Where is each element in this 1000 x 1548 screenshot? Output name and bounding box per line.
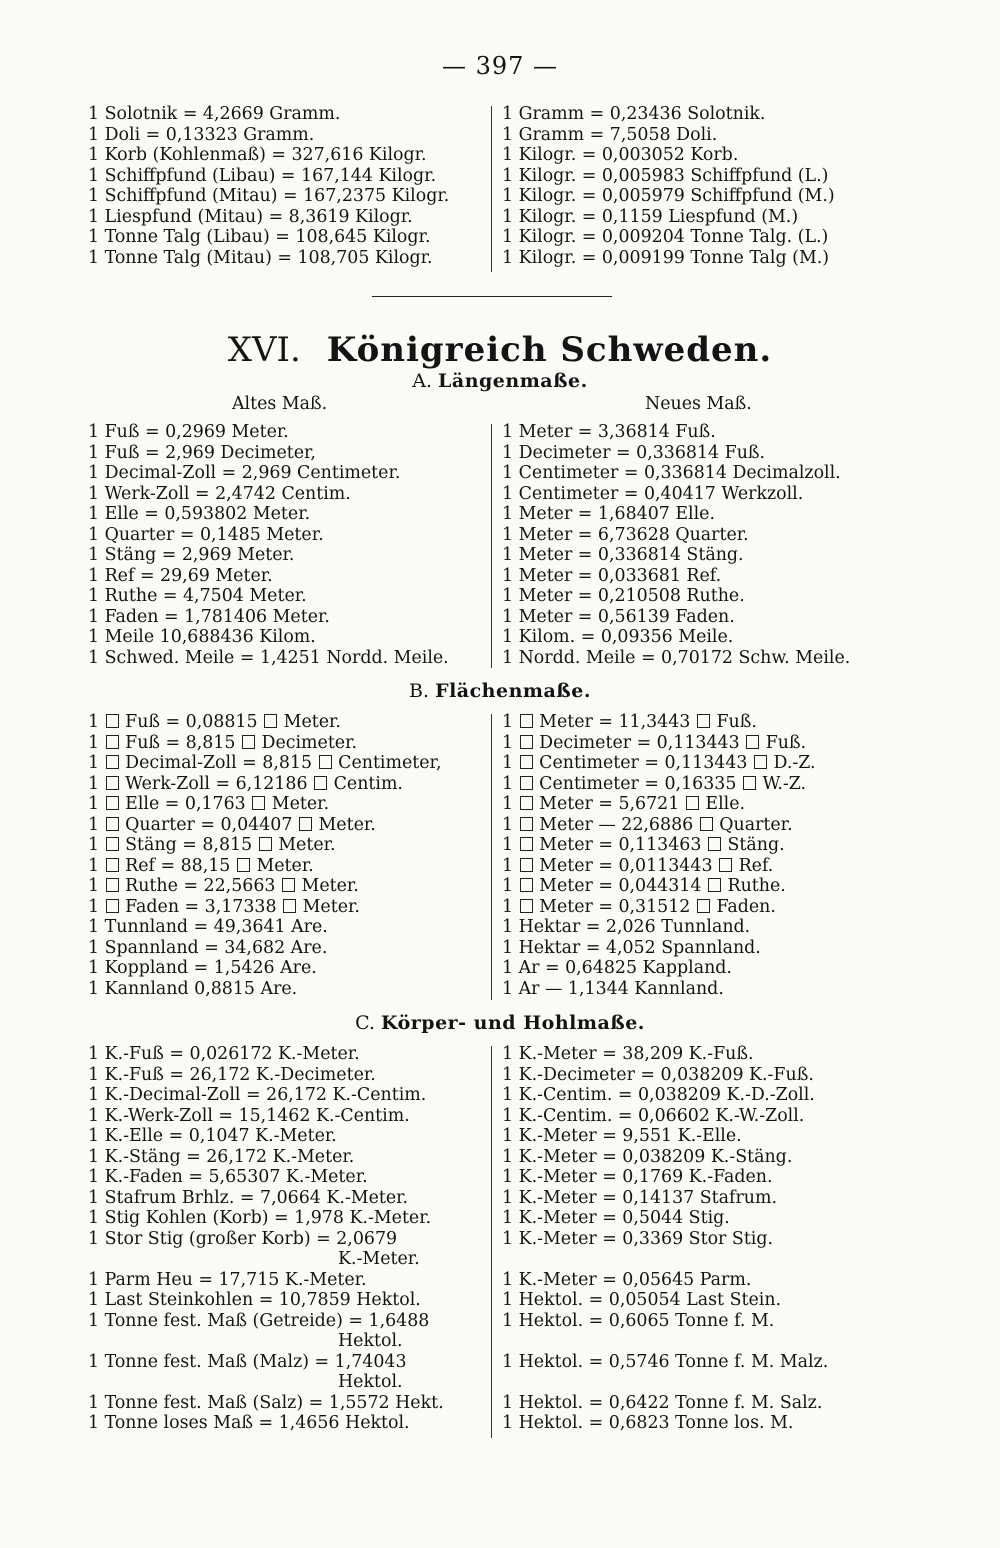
new-measure-heading: Neues Maß. xyxy=(645,394,752,414)
square-symbol-icon xyxy=(754,755,767,769)
entry-text: 1 xyxy=(88,835,100,855)
conversion-entry: 1 Gramm = 0,23436 Solotnik. xyxy=(502,104,766,124)
entry-text: 1 Kannland 0,8815 Are. xyxy=(88,978,298,999)
entry-text: Fuß. xyxy=(716,712,757,732)
entry-text: 1 xyxy=(88,794,100,814)
square-symbol-icon xyxy=(242,735,255,749)
entry-text: Decimal-Zoll = 8,815 xyxy=(125,753,313,773)
conversion-entry xyxy=(502,1331,878,1352)
conversion-entry: 1 Kilogr. = 0,1159 Liespfund (M.) xyxy=(502,206,799,227)
square-symbol-icon xyxy=(697,714,710,728)
conversion-entry xyxy=(502,1372,878,1393)
conversion-entry xyxy=(502,1249,878,1270)
conversion-entry: 1 Solotnik = 4,2669 Gramm. xyxy=(88,104,341,124)
square-symbol-icon xyxy=(708,837,721,851)
entry-text: 1 Hektar = 4,052 Spannland. xyxy=(502,937,761,958)
conversion-entry: 1 Nordd. Meile = 0,70172 Schw. Meile. xyxy=(502,647,851,668)
conversion-entry: 1 Hektol. = 0,05054 Last Stein. xyxy=(502,1290,782,1310)
conversion-entry: 1 Meter = 0,336814 Stäng. xyxy=(502,545,744,565)
conversion-entry: 1 Decimal-Zoll = 2,969 Centimeter. xyxy=(88,463,401,483)
entry-text: Elle = 0,1763 xyxy=(125,794,246,814)
entry-text: 1 Koppland = 1,5426 Are. xyxy=(88,958,317,978)
conversion-entry xyxy=(88,979,484,1000)
conversion-entry: 1 K.-Werk-Zoll = 15,1462 K.-Centim. xyxy=(88,1105,410,1126)
section-b-heading xyxy=(0,680,1000,702)
section-a-left-column xyxy=(88,422,484,668)
section-a-block xyxy=(88,422,878,670)
conversion-entry: 1 K.-Meter = 0,5044 Stig. xyxy=(502,1208,730,1228)
conversion-entry: 1 Tonne Talg (Mitau) = 108,705 Kilogr. xyxy=(88,247,433,268)
entry-text: Stäng = 8,815 xyxy=(125,835,253,855)
entry-text: 1 xyxy=(88,814,100,835)
conversion-entry xyxy=(502,979,878,1000)
entry-text: Ruthe = 22,5663 xyxy=(125,876,276,896)
entry-text: Centimeter = 0,113443 xyxy=(539,753,748,773)
conversion-entry: 1 K.-Meter = 0,3369 Stor Stig. xyxy=(502,1228,774,1249)
square-symbol-icon xyxy=(520,776,533,790)
conversion-entry: 1 K.-Centim. = 0,038209 K.-D.-Zoll. xyxy=(502,1085,815,1105)
entry-text: Centim. xyxy=(333,773,403,794)
conversion-entry xyxy=(502,958,878,979)
square-symbol-icon xyxy=(282,878,295,892)
section-c-right-column xyxy=(502,1044,878,1434)
entry-text: 1 Tunnland = 49,3641 Are. xyxy=(88,917,328,937)
entry-text: 1 xyxy=(502,876,514,896)
conversion-entry: 1 Liespfund (Mitau) = 8,3619 Kilogr. xyxy=(88,206,413,227)
entry-text: 1 Spannland = 34,682 Are. xyxy=(88,937,328,958)
conversion-entry xyxy=(88,733,484,754)
square-symbol-icon xyxy=(299,817,312,831)
square-symbol-icon xyxy=(283,899,296,913)
conversion-entry xyxy=(88,856,484,877)
square-symbol-icon xyxy=(520,878,533,892)
entry-text: Meter = 0,113463 xyxy=(539,835,702,855)
entry-text: Ruthe. xyxy=(727,876,786,896)
conversion-entry xyxy=(502,856,878,877)
section-b-block xyxy=(88,712,878,1002)
conversion-entry: 1 Werk-Zoll = 2,4742 Centim. xyxy=(88,483,351,504)
square-symbol-icon xyxy=(697,899,710,913)
square-symbol-icon xyxy=(106,735,119,749)
entry-text: 1 xyxy=(88,876,100,896)
square-symbol-icon xyxy=(319,755,332,769)
square-symbol-icon xyxy=(106,858,119,872)
conversion-entry: 1 Last Steinkohlen = 10,7859 Hektol. xyxy=(88,1290,421,1310)
square-symbol-icon xyxy=(700,817,713,831)
section-c-block xyxy=(88,1044,878,1440)
conversion-entry: 1 Doli = 0,13323 Gramm. xyxy=(88,124,315,145)
entry-text: Ref. xyxy=(738,855,774,876)
conversion-entry: Hektol. xyxy=(338,1331,403,1351)
square-symbol-icon xyxy=(106,837,119,851)
square-symbol-icon xyxy=(106,776,119,790)
conversion-entry xyxy=(502,917,878,938)
chapter-number: XVI. xyxy=(227,330,301,370)
entry-text: Centimeter, xyxy=(338,753,442,773)
conversion-entry: 1 K.-Meter = 38,209 K.-Fuß. xyxy=(502,1044,754,1064)
conversion-entry xyxy=(502,712,878,733)
conversion-entry: 1 K.-Meter = 0,1769 K.-Faden. xyxy=(502,1167,773,1187)
column-divider xyxy=(491,106,492,272)
conversion-entry: 1 K.-Meter = 0,038209 K.-Stäng. xyxy=(502,1146,793,1167)
conversion-entry: 1 Schiffpfund (Libau) = 167,144 Kilogr. xyxy=(88,165,437,186)
entry-text: 1 xyxy=(88,855,100,876)
entry-text: Meter = 5,6721 xyxy=(539,794,680,814)
conversion-entry: 1 Meter = 0,56139 Faden. xyxy=(502,606,735,627)
conversion-entry: 1 K.-Meter = 0,14137 Stafrum. xyxy=(502,1187,777,1208)
conversion-entry: 1 K.-Fuß = 26,172 K.-Decimeter. xyxy=(88,1064,376,1085)
entry-text: Meter = 0,044314 xyxy=(539,876,702,896)
conversion-entry: 1 Stor Stig (großer Korb) = 2,0679 xyxy=(88,1228,398,1249)
conversion-entry: 1 Elle = 0,593802 Meter. xyxy=(88,504,311,524)
entry-text: D.-Z. xyxy=(773,753,816,773)
entry-text: 1 xyxy=(502,753,514,773)
square-symbol-icon xyxy=(264,714,277,728)
square-symbol-icon xyxy=(106,817,119,831)
square-symbol-icon xyxy=(520,714,533,728)
conversion-entry: 1 Centimeter = 0,336814 Decimalzoll. xyxy=(502,463,841,483)
section-a-right-column xyxy=(502,422,878,668)
conversion-entry: 1 Kilogr. = 0,009204 Tonne Talg. (L.) xyxy=(502,227,829,247)
entry-text: Quarter = 0,04407 xyxy=(125,814,293,835)
entry-text: Centimeter = 0,16335 xyxy=(539,773,737,794)
conversion-entry: 1 Decimeter = 0,336814 Fuß. xyxy=(502,442,766,463)
conversion-entry: 1 Kilogr. = 0,009199 Tonne Talg (M.) xyxy=(502,247,830,268)
conversion-entry: 1 Hektol. = 0,6422 Tonne f. M. Salz. xyxy=(502,1392,823,1413)
entry-text: 1 xyxy=(502,835,514,855)
conversion-entry: 1 K.-Elle = 0,1047 K.-Meter. xyxy=(88,1126,337,1146)
square-symbol-icon xyxy=(686,796,699,810)
square-symbol-icon xyxy=(106,755,119,769)
section-rule xyxy=(372,296,612,297)
page-number: — 397 — xyxy=(441,52,559,80)
entry-text: 1 xyxy=(502,732,514,753)
conversion-entry xyxy=(502,774,878,795)
conversion-entry: 1 Centimeter = 0,40417 Werkzoll. xyxy=(502,483,804,504)
entry-text: 1 xyxy=(502,794,514,814)
entry-text: Meter. xyxy=(278,835,336,855)
conversion-entry: 1 Kilogr. = 0,005979 Schiffpfund (M.) xyxy=(502,186,835,206)
conversion-entry xyxy=(502,753,878,774)
square-symbol-icon xyxy=(106,714,119,728)
entry-text: Fuß = 0,08815 xyxy=(125,712,258,732)
column-divider xyxy=(491,1046,492,1438)
conversion-entry: 1 Korb (Kohlenmaß) = 327,616 Kilogr. xyxy=(88,145,427,165)
entry-text: 1 xyxy=(88,732,100,753)
conversion-entry xyxy=(88,958,484,979)
section-c-letter: C. xyxy=(355,1012,375,1034)
entry-text: 1 xyxy=(88,712,100,732)
conversion-entry: 1 Tonne fest. Maß (Malz) = 1,74043 xyxy=(88,1351,407,1372)
entry-text: 1 xyxy=(502,855,514,876)
old-measure-heading: Altes Maß. xyxy=(232,394,328,414)
square-symbol-icon xyxy=(106,899,119,913)
conversion-entry xyxy=(502,794,878,815)
conversion-entry: 1 Quarter = 0,1485 Meter. xyxy=(88,524,324,545)
column-divider xyxy=(491,424,492,668)
square-symbol-icon xyxy=(252,796,265,810)
entry-text: Meter. xyxy=(318,814,376,835)
square-symbol-icon xyxy=(520,796,533,810)
entry-text: Meter = 0,0113443 xyxy=(539,855,713,876)
conversion-entry xyxy=(88,897,484,918)
square-symbol-icon xyxy=(106,796,119,810)
entry-text: Ref = 88,15 xyxy=(125,855,231,876)
chapter-heading xyxy=(0,330,1000,370)
entry-text: Fuß = 8,815 xyxy=(125,732,236,753)
square-symbol-icon xyxy=(719,858,732,872)
square-symbol-icon xyxy=(520,837,533,851)
entry-text: 1 Ar = 0,64825 Kappland. xyxy=(502,958,732,978)
section-b-letter: B. xyxy=(409,680,430,702)
conversion-entry xyxy=(502,815,878,836)
entry-text: 1 xyxy=(502,773,514,794)
entry-text: 1 Hektar = 2,026 Tunnland. xyxy=(502,917,751,937)
entry-text: W.-Z. xyxy=(762,773,807,794)
column-divider xyxy=(491,714,492,1000)
conversion-entry: Hektol. xyxy=(338,1372,403,1392)
conversion-entry: 1 Kilogr. = 0,005983 Schiffpfund (L.) xyxy=(502,165,829,186)
entry-text: 1 xyxy=(88,896,100,917)
section-a-letter: A. xyxy=(412,370,432,392)
square-symbol-icon xyxy=(237,858,250,872)
entry-text: Meter. xyxy=(283,712,341,732)
conversion-entry: 1 Meter = 6,73628 Quarter. xyxy=(502,524,749,545)
entry-text: Fuß. xyxy=(765,732,807,753)
conversion-entry xyxy=(502,876,878,897)
section-c-heading xyxy=(0,1012,1000,1034)
entry-text: 1 xyxy=(502,712,514,732)
chapter-title: Königreich Schweden. xyxy=(326,330,773,370)
entry-text: Meter = 0,31512 xyxy=(539,896,691,917)
conversion-entry: K.-Meter. xyxy=(338,1249,420,1269)
conversion-entry: 1 K.-Faden = 5,65307 K.-Meter. xyxy=(88,1167,368,1187)
conversion-entry: 1 K.-Stäng = 26,172 K.-Meter. xyxy=(88,1146,355,1167)
conversion-entry: 1 Ref = 29,69 Meter. xyxy=(88,565,273,586)
entry-text: Elle. xyxy=(705,794,746,814)
entry-text: Meter = 11,3443 xyxy=(539,712,691,732)
square-symbol-icon xyxy=(520,735,533,749)
conversion-entry: 1 Fuß = 2,969 Decimeter, xyxy=(88,442,316,463)
conversion-entry: 1 Kilogr. = 0,003052 Korb. xyxy=(502,145,739,165)
conversion-entry: 1 Stafrum Brhlz. = 7,0664 K.-Meter. xyxy=(88,1187,409,1208)
square-symbol-icon xyxy=(259,837,272,851)
conversion-entry: 1 Tonne fest. Maß (Salz) = 1,5572 Hekt. xyxy=(88,1392,444,1413)
entry-text: Meter. xyxy=(256,855,314,876)
conversion-entry: 1 Hektol. = 0,6065 Tonne f. M. xyxy=(502,1310,775,1331)
conversion-entry: 1 K.-Centim. = 0,06602 K.-W.-Zoll. xyxy=(502,1105,805,1126)
entry-text: 1 Ar — 1,1344 Kannland. xyxy=(502,978,724,999)
conversion-entry: 1 Faden = 1,781406 Meter. xyxy=(88,606,330,627)
square-symbol-icon xyxy=(520,858,533,872)
section-c-title: Körper- und Hohlmaße. xyxy=(381,1012,645,1034)
conversion-entry xyxy=(88,794,484,815)
square-symbol-icon xyxy=(743,776,756,790)
conversion-entry: 1 K.-Decimal-Zoll = 26,172 K.-Centim. xyxy=(88,1085,427,1105)
section-c-left-column xyxy=(88,1044,484,1434)
conversion-entry xyxy=(88,938,484,959)
conversion-entry xyxy=(88,753,484,774)
section-b-left-column xyxy=(88,712,484,999)
conversion-entry: 1 Stig Kohlen (Korb) = 1,978 K.-Meter. xyxy=(88,1208,432,1228)
square-symbol-icon xyxy=(520,817,533,831)
conversion-entry: 1 Kilom. = 0,09356 Meile. xyxy=(502,627,734,647)
conversion-entry: 1 Meter = 3,36814 Fuß. xyxy=(502,422,716,442)
entry-text: 1 xyxy=(88,753,100,773)
entry-text: Faden. xyxy=(716,896,776,917)
square-symbol-icon xyxy=(314,776,327,790)
entry-text: 1 xyxy=(88,773,100,794)
top-left-column xyxy=(88,104,484,268)
conversion-entry xyxy=(502,835,878,856)
conversion-entry xyxy=(502,897,878,918)
conversion-entry: 1 Meter = 1,68407 Elle. xyxy=(502,504,715,524)
conversion-entry: 1 K.-Meter = 0,05645 Parm. xyxy=(502,1269,752,1290)
conversion-entry xyxy=(88,815,484,836)
square-symbol-icon xyxy=(106,878,119,892)
conversion-entry: 1 Meile 10,688436 Kilom. xyxy=(88,627,316,647)
entry-text: Meter. xyxy=(301,876,359,896)
section-a-heading xyxy=(0,370,1000,392)
conversion-entry: 1 Schwed. Meile = 1,4251 Nordd. Meile. xyxy=(88,647,449,668)
section-b-right-column xyxy=(502,712,878,999)
entry-text: Meter — 22,6886 xyxy=(539,814,694,835)
square-symbol-icon xyxy=(520,899,533,913)
conversion-entry xyxy=(88,774,484,795)
conversion-entry xyxy=(88,712,484,733)
conversion-entry: 1 Stäng = 2,969 Meter. xyxy=(88,545,295,565)
conversion-entry: 1 Ruthe = 4,7504 Meter. xyxy=(88,586,307,606)
conversion-entry: 1 Tonne loses Maß = 1,4656 Hektol. xyxy=(88,1413,410,1433)
entry-text: 1 xyxy=(502,896,514,917)
entry-text: Stäng. xyxy=(727,835,785,855)
entry-text: Meter. xyxy=(271,794,330,814)
entry-text: Meter. xyxy=(302,896,360,917)
square-symbol-icon xyxy=(708,878,721,892)
conversion-entry xyxy=(502,938,878,959)
square-symbol-icon xyxy=(746,735,759,749)
conversion-entry: 1 Gramm = 7,5058 Doli. xyxy=(502,124,718,145)
entry-text: Quarter. xyxy=(719,814,793,835)
conversion-entry: 1 K.-Fuß = 0,026172 K.-Meter. xyxy=(88,1044,360,1064)
conversion-entry: 1 Parm Heu = 17,715 K.-Meter. xyxy=(88,1269,367,1290)
conversion-entry: 1 Hektol. = 0,5746 Tonne f. M. Malz. xyxy=(502,1351,829,1372)
conversion-entry: 1 K.-Meter = 9,551 K.-Elle. xyxy=(502,1126,742,1146)
conversion-entry: 1 K.-Decimeter = 0,038209 K.-Fuß. xyxy=(502,1064,814,1085)
conversion-entry: 1 Tonne fest. Maß (Getreide) = 1,6488 xyxy=(88,1310,430,1331)
conversion-entry: 1 Meter = 0,210508 Ruthe. xyxy=(502,586,745,606)
top-conversion-block xyxy=(88,104,878,274)
conversion-entry: 1 Schiffpfund (Mitau) = 167,2375 Kilogr. xyxy=(88,186,450,206)
entry-text: Decimeter = 0,113443 xyxy=(539,732,740,753)
section-a-title: Längenmaße. xyxy=(438,370,588,392)
conversion-entry: 1 Tonne Talg (Libau) = 108,645 Kilogr. xyxy=(88,227,431,247)
top-right-column xyxy=(502,104,878,268)
entry-text: Faden = 3,17338 xyxy=(125,896,277,917)
entry-text: Decimeter. xyxy=(261,732,358,753)
entry-text: 1 xyxy=(502,814,514,835)
conversion-entry xyxy=(502,733,878,754)
conversion-entry: 1 Fuß = 0,2969 Meter. xyxy=(88,422,289,442)
conversion-entry: 1 Meter = 0,033681 Ref. xyxy=(502,565,722,586)
section-b-title: Flächenmaße. xyxy=(435,680,591,702)
square-symbol-icon xyxy=(520,755,533,769)
entry-text: Werk-Zoll = 6,12186 xyxy=(125,773,308,794)
conversion-entry xyxy=(88,835,484,856)
conversion-entry xyxy=(88,876,484,897)
conversion-entry: 1 Hektol. = 0,6823 Tonne los. M. xyxy=(502,1413,794,1433)
conversion-entry xyxy=(88,917,484,938)
